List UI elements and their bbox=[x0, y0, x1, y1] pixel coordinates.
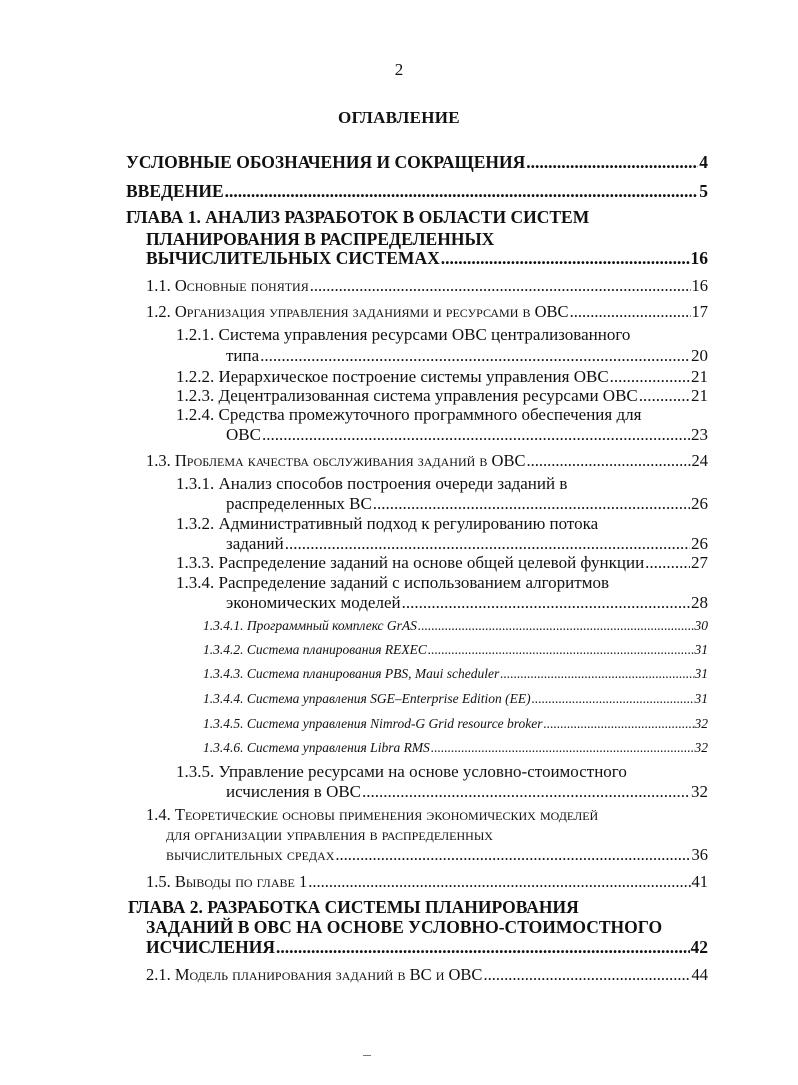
toc-entry-page: 28 bbox=[691, 593, 708, 612]
leader-dots bbox=[428, 642, 694, 658]
toc-entry-title: вычислительных средах bbox=[166, 845, 335, 864]
toc-entry-title: заданий bbox=[226, 534, 284, 553]
toc-1-3-4-line1: 1.3.4. Распределение заданий с использованием алгоритмов bbox=[176, 573, 609, 592]
toc-entry-1-2-3[interactable] bbox=[176, 386, 708, 406]
toc-entry-1-3-4-3[interactable] bbox=[203, 666, 708, 682]
toc-entry-chapter2[interactable] bbox=[146, 937, 708, 958]
toc-entry-1-3-3[interactable] bbox=[176, 553, 708, 573]
toc-entry-title: 1.3.4.1. Программный комплекс GrAS bbox=[203, 618, 417, 633]
toc-entry-title: исчисления в ОВС bbox=[226, 782, 362, 801]
toc-entry-title: 1.3.3. Распределение заданий на основе общей целевой функции bbox=[176, 553, 645, 572]
toc-1-3-2-line1: 1.3.2. Административный подход к регулированию потока bbox=[176, 514, 599, 533]
toc-entry-page: 24 bbox=[691, 451, 708, 470]
toc-entry-1-3-4-2[interactable] bbox=[203, 642, 708, 658]
toc-entry-page: 21 bbox=[691, 367, 708, 386]
toc-entry-page: 26 bbox=[691, 534, 708, 553]
toc-entry-1-3-2[interactable] bbox=[226, 534, 708, 554]
leader-dots bbox=[335, 845, 690, 865]
leader-dots bbox=[285, 534, 690, 554]
leader-dots bbox=[402, 593, 690, 613]
leader-dots bbox=[260, 346, 690, 366]
toc-entry-title: распределенных ВС bbox=[226, 494, 372, 513]
toc-entry-page: 41 bbox=[691, 872, 708, 891]
toc-entry-1-3-5[interactable] bbox=[226, 782, 708, 802]
toc-entry-1-4[interactable] bbox=[166, 845, 708, 865]
toc-entry-page: 5 bbox=[699, 181, 708, 201]
leader-dots bbox=[526, 451, 690, 471]
toc-entry-1-2-2[interactable] bbox=[176, 367, 708, 387]
leader-dots bbox=[639, 386, 690, 406]
toc-chapter1-line2: ПЛАНИРОВАНИЯ В РАСПРЕДЕЛЕННЫХ bbox=[146, 229, 495, 249]
toc-entry-title: экономических моделей bbox=[226, 593, 401, 612]
toc-entry-title: 1.1. Основные понятия bbox=[146, 276, 309, 295]
toc-entry-1-2-1[interactable] bbox=[226, 346, 708, 366]
toc-entry-page: 36 bbox=[691, 845, 708, 864]
toc-entry-page: 26 bbox=[691, 494, 708, 513]
toc-entry-2-1[interactable] bbox=[146, 965, 708, 985]
toc-entry-page: 32 bbox=[694, 716, 708, 731]
toc-entry-title: 1.3.4.4. Система управления SGE–Enterprise Edition (EE) bbox=[203, 691, 531, 706]
leader-dots bbox=[526, 152, 698, 173]
toc-entry-title: 1.2.3. Децентрализованная система управления ресурсами ОВС bbox=[176, 386, 638, 405]
toc-entry-title: ИСЧИСЛЕНИЯ bbox=[146, 937, 276, 957]
toc-entry-page: 31 bbox=[694, 666, 708, 681]
toc-entry-title: типа bbox=[226, 346, 260, 365]
leader-dots bbox=[362, 782, 690, 802]
leader-dots bbox=[308, 872, 690, 892]
toc-entry-page: 17 bbox=[691, 302, 708, 321]
toc-entry-page: 23 bbox=[691, 425, 708, 444]
toc-chapter2-line1: ГЛАВА 2. РАЗРАБОТКА СИСТЕМЫ ПЛАНИРОВАНИЯ bbox=[128, 897, 579, 917]
toc-entry-title: 1.3.4.6. Система управления Libra RMS bbox=[203, 740, 430, 755]
toc-entry-1-1[interactable] bbox=[146, 276, 708, 296]
toc-title: ОГЛАВЛЕНИЕ bbox=[338, 108, 460, 127]
toc-entry-title: 1.3.4.2. Система планирования REXEC bbox=[203, 642, 427, 657]
toc-entry-1-3-1[interactable] bbox=[226, 494, 708, 514]
leader-dots bbox=[262, 425, 690, 445]
toc-chapter1-line1: ГЛАВА 1. АНАЛИЗ РАЗРАБОТОК В ОБЛАСТИ СИСТЕМ bbox=[126, 207, 590, 227]
toc-entry-page: 21 bbox=[691, 386, 708, 405]
leader-dots bbox=[500, 666, 693, 682]
toc-entry-1-2[interactable] bbox=[146, 302, 708, 322]
toc-1-4-line2: для организации управления в распределенных bbox=[166, 825, 493, 844]
leader-dots bbox=[225, 181, 699, 202]
toc-entry-1-3-4-6[interactable] bbox=[203, 740, 708, 756]
toc-entry-page: 20 bbox=[691, 346, 708, 365]
toc-entry-1-3[interactable] bbox=[146, 451, 708, 471]
toc-entry-1-5[interactable] bbox=[146, 872, 708, 892]
toc-entry-page: 30 bbox=[694, 618, 708, 633]
toc-entry-page: 44 bbox=[691, 965, 708, 984]
toc-entry-page: 31 bbox=[694, 642, 708, 657]
toc-entry-title: 1.2.2. Иерархическое построение системы управления ОВС bbox=[176, 367, 609, 386]
toc-entry-page: 27 bbox=[691, 553, 708, 572]
toc-1-3-5-line1: 1.3.5. Управление ресурсами на основе условно-стоимостного bbox=[176, 762, 627, 781]
toc-entry-abbreviations[interactable] bbox=[126, 152, 708, 173]
leader-dots bbox=[544, 716, 694, 732]
toc-entry-title: ОВС bbox=[226, 425, 261, 444]
toc-entry-1-3-4-4[interactable] bbox=[203, 691, 708, 707]
leader-dots bbox=[276, 937, 689, 958]
toc-entry-page: 4 bbox=[699, 152, 708, 172]
leader-dots bbox=[441, 248, 690, 269]
toc-entry-page: 32 bbox=[694, 740, 708, 755]
leader-dots bbox=[418, 618, 694, 634]
leader-dots bbox=[610, 367, 690, 387]
toc-entry-introduction[interactable] bbox=[126, 181, 708, 202]
leader-dots bbox=[431, 740, 694, 756]
leader-dots bbox=[645, 553, 690, 573]
leader-dots bbox=[310, 276, 691, 296]
toc-entry-1-3-4-1[interactable] bbox=[203, 618, 708, 634]
toc-entry-chapter1[interactable] bbox=[146, 248, 708, 269]
toc-entry-page: 31 bbox=[694, 691, 708, 706]
toc-entry-page: 16 bbox=[691, 276, 708, 295]
toc-entry-page: 32 bbox=[691, 782, 708, 801]
toc-1-2-4-line1: 1.2.4. Средства промежуточного программного обеспечения для bbox=[176, 405, 642, 424]
toc-entry-1-3-4-5[interactable] bbox=[203, 716, 708, 732]
leader-dots bbox=[483, 965, 690, 985]
toc-entry-title: 1.3.4.3. Система планирования PBS, Maui scheduler bbox=[203, 666, 500, 681]
toc-entry-title: 1.5. Выводы по главе 1 bbox=[146, 872, 308, 891]
page-number: 2 bbox=[394, 60, 404, 79]
toc-1-4-line1: 1.4. Теоретические основы применения экономических моделей bbox=[146, 805, 599, 824]
toc-1-2-1-line1: 1.2.1. Система управления ресурсами ОВС централизованного bbox=[176, 325, 631, 344]
leader-dots bbox=[532, 691, 694, 707]
toc-chapter2-line2: ЗАДАНИЙ В ОВС НА ОСНОВЕ УСЛОВНО-СТОИМОСТНОГО bbox=[146, 917, 663, 937]
leader-dots bbox=[373, 494, 690, 514]
toc-entry-1-2-4[interactable] bbox=[226, 425, 708, 445]
toc-entry-title: 2.1. Модель планирования заданий в ВС и ОВС bbox=[146, 965, 483, 984]
toc-1-3-1-line1: 1.3.1. Анализ способов построения очереди заданий в bbox=[176, 474, 568, 493]
scan-mark bbox=[363, 1055, 371, 1056]
toc-entry-page: 16 bbox=[690, 248, 708, 268]
toc-entry-title: 1.3.4.5. Система управления Nimrod-G Grid resource broker bbox=[203, 716, 543, 731]
toc-entry-title: ВЫЧИСЛИТЕЛЬНЫХ СИСТЕМАХ bbox=[146, 248, 440, 268]
toc-entry-1-3-4[interactable] bbox=[226, 593, 708, 613]
toc-entry-title: 1.3. Проблема качества обслуживания заданий в ОВС bbox=[146, 451, 526, 470]
toc-entry-title: 1.2. Организация управления заданиями и ресурсами в ОВС bbox=[146, 302, 569, 321]
leader-dots bbox=[570, 302, 691, 322]
toc-entry-title: УСЛОВНЫЕ ОБОЗНАЧЕНИЯ И СОКРАЩЕНИЯ bbox=[126, 152, 526, 172]
toc-entry-title: ВВЕДЕНИЕ bbox=[126, 181, 224, 201]
toc-entry-page: 42 bbox=[690, 937, 708, 957]
